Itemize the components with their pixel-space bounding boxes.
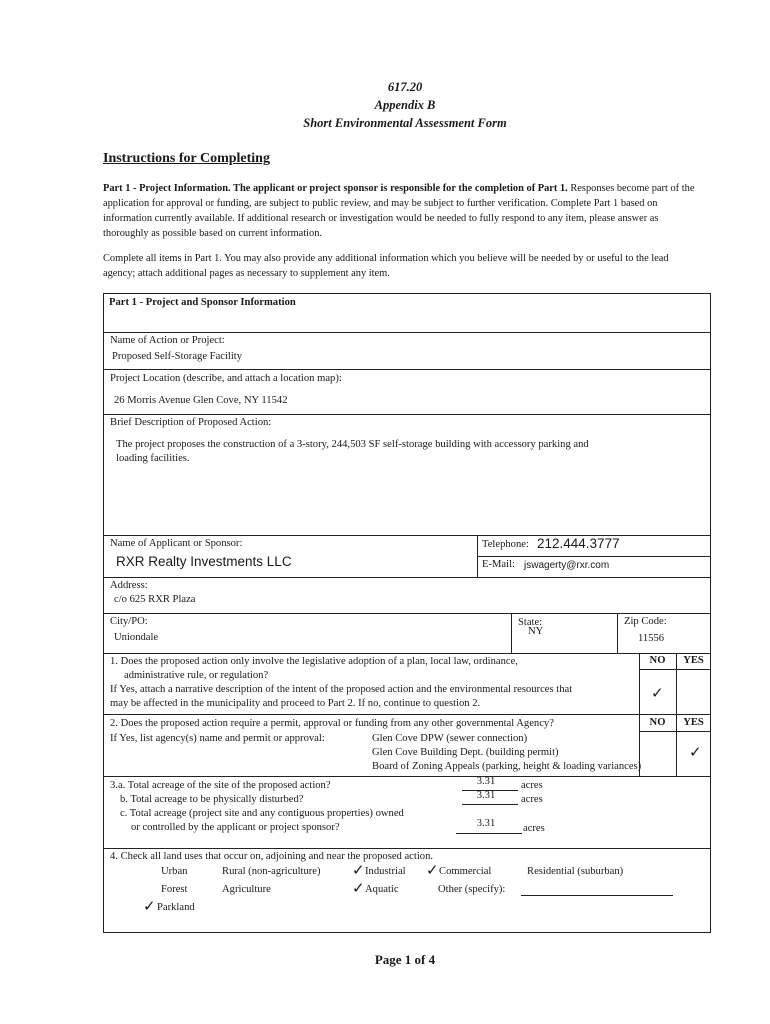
other-specify-underline[interactable] <box>521 895 673 896</box>
zip-value[interactable]: 11556 <box>638 633 665 644</box>
q3a-unit: acres <box>521 780 543 791</box>
q1-line-4: may be affected in the municipality and proceed to Part 2. If no, continue to question 2. <box>110 698 481 709</box>
q1-no-checkbox[interactable]: ✓ <box>651 684 664 702</box>
address-value[interactable]: c/o 625 RXR Plaza <box>114 594 196 605</box>
description-line-1[interactable]: The project proposes the construction of a 3-story, 244,503 SF self-storage building with accessory parking and <box>116 439 589 450</box>
land-use-urban[interactable]: Urban <box>161 866 188 877</box>
land-use-commercial[interactable]: Commercial <box>439 866 492 877</box>
divider <box>103 613 711 614</box>
divider <box>103 535 711 536</box>
section-title: Part 1 - Project and Sponsor Information <box>109 297 296 308</box>
q2-no-label: NO <box>649 717 666 728</box>
q1-line-3: If Yes, attach a narrative description of the intent of the proposed action and the environmental resources that <box>110 684 573 695</box>
q3a-label: 3.a. Total acreage of the site of the proposed action? <box>110 780 331 791</box>
divider <box>103 414 711 415</box>
divider <box>477 556 711 557</box>
q1-line-2: administrative rule, or regulation? <box>124 670 269 681</box>
state-label: State: <box>518 617 543 628</box>
q3b-label: b. Total acreage to be physically disturbed? <box>120 794 304 805</box>
q3a-value[interactable]: 3.31 <box>476 776 496 787</box>
q3c-value[interactable]: 3.31 <box>476 818 496 829</box>
q2-agency-2[interactable]: Glen Cove Building Dept. (building permit) <box>372 747 559 758</box>
telephone-label: Telephone: <box>482 539 529 550</box>
divider <box>639 731 711 732</box>
instructions-heading: Instructions for Completing <box>103 151 270 166</box>
complete-instructions: Complete all items in Part 1. You may also provide any additional information which you believe will be needed by or useful to the lead agency; attach additional pages as necessary to supplement any item. <box>103 253 669 279</box>
address-label: Address: <box>110 580 148 591</box>
land-use-forest[interactable]: Forest <box>161 884 188 895</box>
q4-label: 4. Check all land uses that occur on, adjoining and near the proposed action. <box>110 851 434 862</box>
city-value[interactable]: Uniondale <box>114 632 159 643</box>
location-label: Project Location (describe, and attach a location map): <box>110 373 342 384</box>
part1-label: Part 1 - Project Information. The applicant or project sponsor is responsible for the completion of Part 1. <box>103 183 568 194</box>
q1-yes-checkbox[interactable] <box>682 680 704 702</box>
q3b-value[interactable]: 3.31 <box>476 790 496 801</box>
land-use-residential[interactable]: Residential (suburban) <box>527 866 624 877</box>
divider <box>617 613 618 653</box>
divider <box>103 848 711 849</box>
city-label: City/PO: <box>110 616 148 627</box>
divider <box>639 669 711 670</box>
land-use-parkland-check[interactable]: ✓ <box>143 897 156 915</box>
name-value[interactable]: Proposed Self-Storage Facility <box>112 351 243 362</box>
divider <box>103 653 711 654</box>
q2-yes-checkbox[interactable]: ✓ <box>689 743 702 761</box>
part1-instructions <box>103 181 703 241</box>
q3c-unit: acres <box>523 823 545 834</box>
state-value[interactable]: NY <box>528 626 544 637</box>
location-value[interactable]: 26 Morris Avenue Glen Cove, NY 11542 <box>114 395 288 406</box>
q3b-underline <box>462 804 518 805</box>
land-use-agriculture[interactable]: Agriculture <box>222 884 271 895</box>
q1-no-label: NO <box>649 655 666 666</box>
divider <box>103 577 711 578</box>
form-title: Short Environmental Assessment Form <box>303 116 507 130</box>
appendix-label: Appendix B <box>374 98 436 112</box>
divider <box>103 714 711 715</box>
land-use-industrial[interactable]: Industrial <box>365 866 406 877</box>
page-number: Page 1 of 4 <box>374 952 436 967</box>
divider <box>103 369 711 370</box>
q3b-unit: acres <box>521 794 543 805</box>
q2-agency-1[interactable]: Glen Cove DPW (sewer connection) <box>372 733 528 744</box>
q3c-label-1: c. Total acreage (project site and any contiguous properties) owned <box>120 808 404 819</box>
description-label: Brief Description of Proposed Action: <box>110 417 272 428</box>
applicant-label: Name of Applicant or Sponsor: <box>110 538 243 549</box>
zip-label: Zip Code: <box>624 616 667 627</box>
land-use-parkland[interactable]: Parkland <box>157 902 195 913</box>
divider <box>103 332 711 333</box>
land-use-aquatic-check[interactable]: ✓ <box>352 879 365 897</box>
divider <box>103 776 711 777</box>
q1-yes-label: YES <box>683 655 704 666</box>
form-section-number: 617.20 <box>387 80 423 94</box>
q1-line-1: 1. Does the proposed action only involve the legislative adoption of a plan, local law, ordinance, <box>110 656 518 667</box>
land-use-industrial-check[interactable]: ✓ <box>352 861 365 879</box>
q2-yes-label: YES <box>683 717 704 728</box>
q2-no-checkbox[interactable] <box>645 740 669 762</box>
land-use-other[interactable]: Other (specify): <box>438 884 506 895</box>
q3c-label-2: or controlled by the applicant or project sponsor? <box>131 822 340 833</box>
description-line-2[interactable]: loading facilities. <box>116 453 190 464</box>
land-use-aquatic[interactable]: Aquatic <box>365 884 399 895</box>
email-value[interactable]: jswagerty@rxr.com <box>524 560 610 571</box>
email-label: E-Mail: <box>482 559 515 570</box>
q2-line-2: If Yes, list agency(s) name and permit or approval: <box>110 733 325 744</box>
divider <box>511 613 512 653</box>
telephone-value[interactable]: 212.444.3777 <box>537 536 620 551</box>
part1-text: Responses become part of the application for approval or funding, are subject to public review, and may be subject to further verification. Complete Part 1 based on information currently available. If additional research or investigation would be needed to fully respond to any item, please answer as thoroughly as possible based on current information. <box>103 183 695 239</box>
name-label: Name of Action or Project: <box>110 335 225 346</box>
land-use-rural[interactable]: Rural (non-agriculture) <box>222 866 321 877</box>
q2-agency-3[interactable]: Board of Zoning Appeals (parking, height & loading variances) <box>372 761 642 772</box>
q3c-underline <box>456 833 522 834</box>
applicant-value[interactable]: RXR Realty Investments LLC <box>116 554 292 569</box>
land-use-commercial-check[interactable]: ✓ <box>426 861 439 879</box>
q2-line-1: 2. Does the proposed action require a permit, approval or funding from any other governmental Agency? <box>110 718 554 729</box>
